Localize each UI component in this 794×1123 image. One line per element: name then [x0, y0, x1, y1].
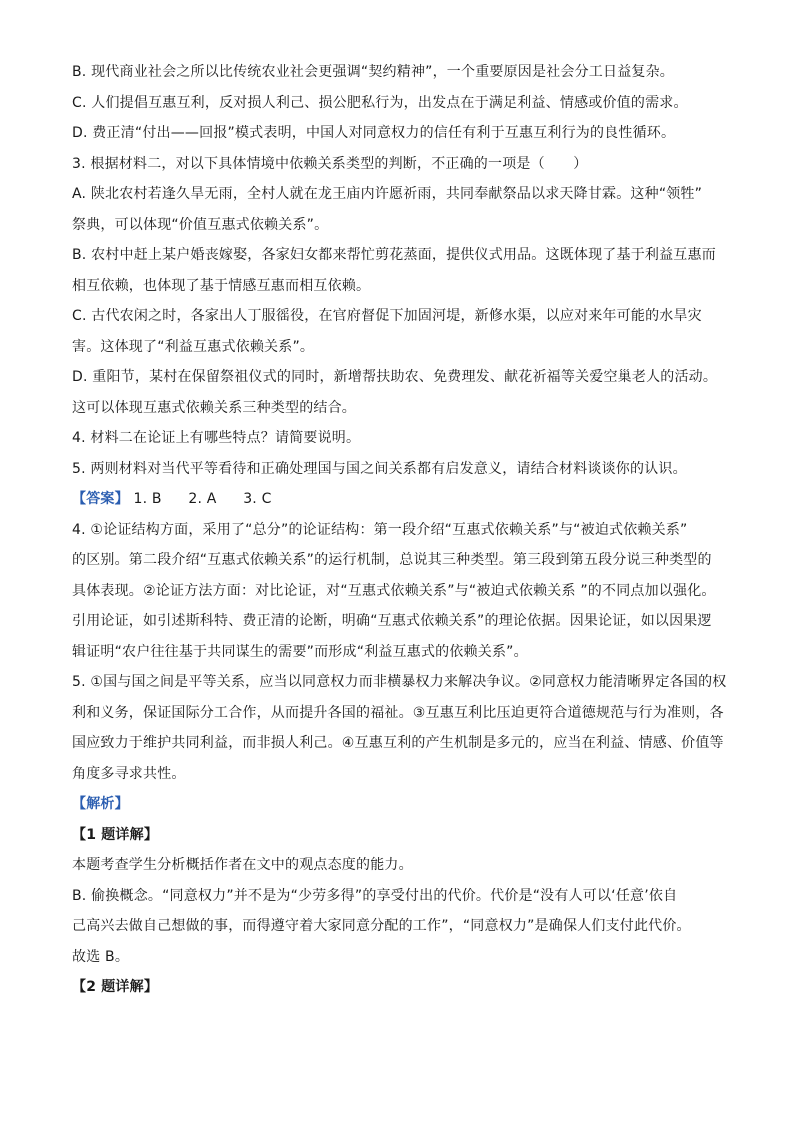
question-3: 3. 根据材料二，对以下具体情境中依赖关系类型的判断，不正确的一项是（ ）	[72, 155, 588, 172]
option-line: 相互依赖，也体现了基于情感互惠而相互依赖。	[72, 277, 371, 294]
detail-line: 己高兴去做自己想做的事，而得遵守着大家同意分配的工作”，“同意权力”是确保人们支付此代价。	[72, 918, 691, 934]
answer-item: 1. B	[133, 491, 162, 507]
answer-summary	[72, 489, 722, 509]
option-line: 这可以体现互惠式依赖关系三种类型的结合。	[72, 399, 356, 416]
answer-line: 利和义务，保证国际分工合作，从而提升各国的福祉。③互惠互利比压迫更符合道德规范与行为准则，各	[72, 704, 724, 721]
answer-line: 辑证明“农户往往基于共同谋生的需要”而形成“利益互惠式的依赖关系”。	[72, 643, 528, 660]
detail-line: B. 偷换概念。“同意权力”并不是为“少劳多得”的享受付出的代价。代价是“没有人可以‘任意’依自	[72, 887, 678, 904]
detail-1-title: 【1 题详解】	[72, 826, 159, 843]
option-line: C. 人们提倡互惠互利，反对损人利己、损公肥私行为，出发点在于满足利益、情感或价值的需求。	[72, 94, 688, 111]
option-line: 害。这体现了“利益互惠式依赖关系”。	[72, 338, 315, 355]
analysis-tag: 【解析】	[72, 796, 129, 812]
answer-item: 3. C	[243, 491, 272, 507]
option-line: B. 农村中赶上某户婚丧嫁娶，各家妇女都来帮忙剪花蒸面，提供仪式用品。这既体现了基于利益互惠而	[72, 247, 716, 263]
answer-line: 的区别。第二段介绍“互惠式依赖关系”的运行机制，总说其三种类型。第三段到第五段分说三种类型的	[72, 552, 712, 568]
answer-line: 角度多寻求共性。	[72, 765, 186, 782]
answer-line: 引用论证，如引述斯科特、费正清的论断，明确“互惠式依赖关系”的理论依据。因果论证，如以因果逻	[72, 613, 712, 629]
answer-item: 2. A	[188, 491, 217, 507]
option-line: A. 陕北农村若逢久旱无雨，全村人就在龙王庙内许愿祈雨，共同奉献祭品以求天降甘霖。这种“领牲”	[72, 186, 703, 202]
option-line: C. 古代农闲之时，各家出人丁服徭役，在官府督促下加固河堤，新修水渠，以应对来年可能的水旱灾	[72, 308, 702, 324]
question-4: 4. 材料二在论证上有哪些特点？请简要说明。	[72, 430, 361, 446]
answer-line: 4. ①论证结构方面，采用了“总分”的论证结构：第一段介绍“互惠式依赖关系”与“被迫式依赖关系”	[72, 521, 688, 538]
option-line: D. 重阳节，某村在保留祭祖仪式的同时，新增帮扶助农、免费理发、献花祈福等关爱空巢老人的活动。	[72, 369, 718, 385]
option-line: B. 现代商业社会之所以比传统农业社会更强调“契约精神”，一个重要原因是社会分工日益复杂。	[72, 64, 675, 80]
answer-tag: 【答案】	[72, 491, 129, 507]
question-5: 5. 两则材料对当代平等看待和正确处理国与国之间关系都有启发意义，请结合材料谈谈你的认识。	[72, 460, 687, 477]
answer-line: 5. ①国与国之间是平等关系，应当以同意权力而非横暴权力来解决争议。②同意权力能清晰界定各国的权	[72, 674, 727, 690]
answer-line: 具体表现。②论证方法方面：对比论证，对“互惠式依赖关系”与“被迫式依赖关系 ”的不同点加以强化。	[72, 582, 716, 599]
detail-line: 故选 B。	[72, 948, 130, 965]
answer-line: 国应致力于维护共同利益，而非损人利己。④互惠互利的产生机制是多元的，应当在利益、情感、价值等	[72, 735, 724, 751]
option-line: D. 费正清“付出——回报”模式表明，中国人对同意权力的信任有利于互惠互利行为的良性循环。	[72, 125, 676, 141]
option-line: 祭典，可以体现“价值互惠式依赖关系”。	[72, 216, 329, 233]
detail-2-title: 【2 题详解】	[72, 979, 159, 995]
detail-line: 本题考查学生分析概括作者在文中的观点态度的能力。	[72, 857, 413, 873]
document-page	[72, 62, 727, 1008]
